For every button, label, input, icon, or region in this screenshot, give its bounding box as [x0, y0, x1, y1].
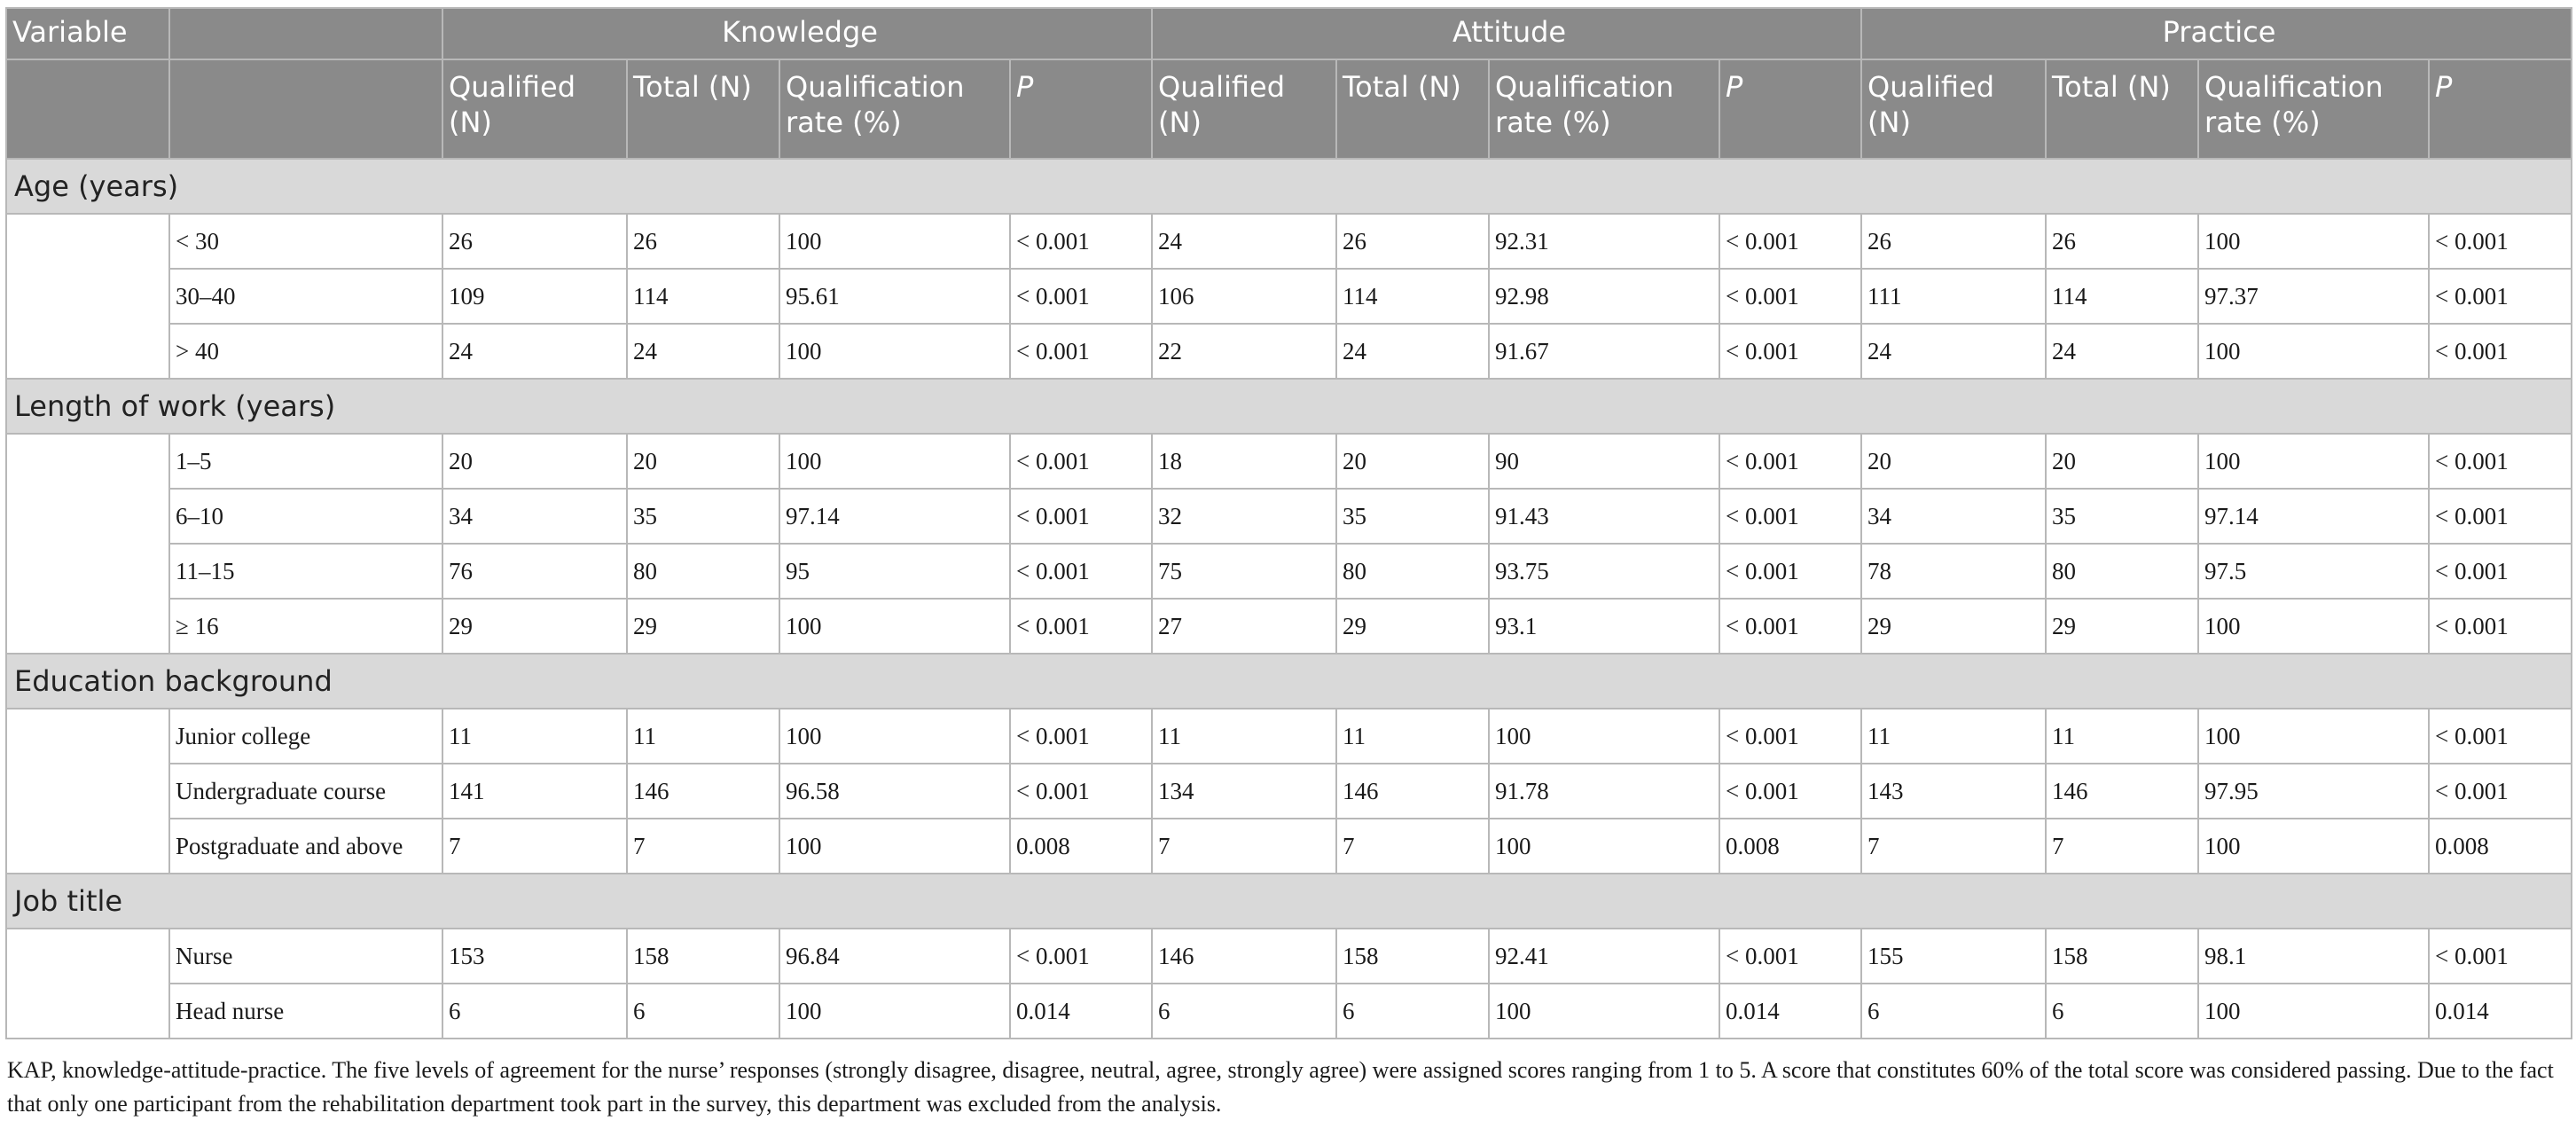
table-row [6, 324, 2572, 379]
table-cell: < 0.001 [1010, 434, 1152, 489]
table-cell: 97.5 [2198, 544, 2429, 599]
table-cell: 143 [1861, 764, 2046, 819]
table-cell: 29 [1336, 599, 1489, 654]
table-cell: 100 [2198, 709, 2429, 764]
practice-header: Practice [1861, 8, 2572, 59]
table-cell: 7 [1861, 819, 2046, 874]
table-cell: 24 [442, 324, 627, 379]
table-cell: 158 [627, 929, 779, 984]
table-cell: 97.37 [2198, 269, 2429, 324]
row-label: Junior college [169, 709, 442, 764]
table-cell: 153 [442, 929, 627, 984]
table-cell: < 0.001 [1719, 214, 1861, 269]
table-cell: 80 [2046, 544, 2198, 599]
attitude-qualified-header: Qualified (N) [1152, 59, 1336, 159]
table-cell: 100 [779, 214, 1010, 269]
table-cell: 78 [1861, 544, 2046, 599]
table-cell: 24 [2046, 324, 2198, 379]
table-cell: 100 [779, 709, 1010, 764]
row-label: Postgraduate and above [169, 819, 442, 874]
table-cell: < 0.001 [1010, 929, 1152, 984]
table-cell: < 0.001 [2429, 269, 2572, 324]
blank-header [169, 8, 442, 59]
table-cell: 11 [627, 709, 779, 764]
table-row [6, 434, 2572, 489]
table-cell: 96.84 [779, 929, 1010, 984]
row-label: 6–10 [169, 489, 442, 544]
table-cell: 7 [442, 819, 627, 874]
table-cell: 114 [2046, 269, 2198, 324]
table-cell: 6 [1336, 984, 1489, 1039]
knowledge-total-header: Total (N) [627, 59, 779, 159]
table-cell: < 0.001 [1719, 324, 1861, 379]
table-cell: 114 [1336, 269, 1489, 324]
table-cell: 92.31 [1489, 214, 1719, 269]
blank-cell [6, 544, 169, 599]
row-label: 1–5 [169, 434, 442, 489]
table-cell: 29 [442, 599, 627, 654]
table-cell: < 0.001 [2429, 764, 2572, 819]
table-cell: < 0.001 [1719, 544, 1861, 599]
table-cell: < 0.001 [1010, 709, 1152, 764]
table-cell: 7 [1152, 819, 1336, 874]
table-cell: < 0.001 [1010, 324, 1152, 379]
blank-cell [6, 984, 169, 1039]
table-row [6, 984, 2572, 1039]
table-header [6, 8, 2572, 159]
practice-p-header: P [2429, 59, 2572, 159]
blank-cell [6, 324, 169, 379]
table-cell: 32 [1152, 489, 1336, 544]
table-row [6, 709, 2572, 764]
row-label: Head nurse [169, 984, 442, 1039]
attitude-p-header: P [1719, 59, 1861, 159]
table-cell: 146 [1336, 764, 1489, 819]
table-figure [5, 7, 2571, 1121]
table-cell: 35 [627, 489, 779, 544]
table-cell: 26 [1336, 214, 1489, 269]
table-cell: 0.014 [1010, 984, 1152, 1039]
row-label: Undergraduate course [169, 764, 442, 819]
table-cell: 134 [1152, 764, 1336, 819]
table-cell: 6 [442, 984, 627, 1039]
table-cell: < 0.001 [1719, 929, 1861, 984]
section-row [6, 379, 2572, 434]
section-title: Education background [6, 654, 2572, 709]
row-label: 30–40 [169, 269, 442, 324]
table-cell: 35 [1336, 489, 1489, 544]
blank-header [169, 59, 442, 159]
table-cell: 22 [1152, 324, 1336, 379]
table-cell: 80 [627, 544, 779, 599]
row-label: < 30 [169, 214, 442, 269]
table-cell: 93.75 [1489, 544, 1719, 599]
table-cell: < 0.001 [2429, 599, 2572, 654]
row-label: 11–15 [169, 544, 442, 599]
practice-total-header: Total (N) [2046, 59, 2198, 159]
blank-cell [6, 434, 169, 489]
table-cell: 100 [2198, 324, 2429, 379]
table-body [6, 159, 2572, 1039]
table-cell: 0.008 [1010, 819, 1152, 874]
table-cell: 93.1 [1489, 599, 1719, 654]
table-cell: 90 [1489, 434, 1719, 489]
practice-rate-header: Qualification rate (%) [2198, 59, 2429, 159]
table-cell: 11 [442, 709, 627, 764]
table-cell: < 0.001 [1010, 269, 1152, 324]
table-cell: < 0.001 [1719, 269, 1861, 324]
table-cell: 98.1 [2198, 929, 2429, 984]
practice-qualified-header: Qualified (N) [1861, 59, 2046, 159]
row-label: > 40 [169, 324, 442, 379]
attitude-total-header: Total (N) [1336, 59, 1489, 159]
table-cell: 75 [1152, 544, 1336, 599]
table-cell: < 0.001 [1719, 599, 1861, 654]
table-cell: 114 [627, 269, 779, 324]
table-cell: 26 [627, 214, 779, 269]
table-cell: 100 [2198, 984, 2429, 1039]
table-cell: < 0.001 [1010, 214, 1152, 269]
knowledge-header: Knowledge [442, 8, 1152, 59]
table-cell: 35 [2046, 489, 2198, 544]
table-row [6, 269, 2572, 324]
table-cell: 0.008 [2429, 819, 2572, 874]
knowledge-qualified-header: Qualified (N) [442, 59, 627, 159]
variable-header: Variable [6, 8, 169, 59]
table-cell: 100 [2198, 214, 2429, 269]
table-cell: 34 [1861, 489, 2046, 544]
table-cell: 26 [442, 214, 627, 269]
table-cell: 11 [1861, 709, 2046, 764]
table-row [6, 929, 2572, 984]
table-cell: 11 [2046, 709, 2198, 764]
table-cell: 7 [2046, 819, 2198, 874]
table-cell: 100 [1489, 984, 1719, 1039]
section-row [6, 654, 2572, 709]
table-footnote: KAP, knowledge-attitude-practice. The five levels of agreement for the nurse’ responses (strongly disagree, disagree, neutral, agree, strongly agree) were assigned scores ranging from 1 to 5. A score that constitutes 60% of the total score was considered passing. Due to the fact that only one participant from the rehabilitation department took part in the survey, this department was excluded from the analysis. [7, 1057, 2554, 1117]
table-cell: 20 [1861, 434, 2046, 489]
table-cell: 0.014 [2429, 984, 2572, 1039]
table-cell: 0.014 [1719, 984, 1861, 1039]
table-cell: 100 [779, 434, 1010, 489]
table-cell: 96.58 [779, 764, 1010, 819]
table-cell: 80 [1336, 544, 1489, 599]
table-cell: 97.14 [779, 489, 1010, 544]
table-cell: 100 [2198, 599, 2429, 654]
table-cell: 6 [1152, 984, 1336, 1039]
table-cell: < 0.001 [1719, 709, 1861, 764]
row-label: Nurse [169, 929, 442, 984]
table-cell: 0.008 [1719, 819, 1861, 874]
table-cell: 95 [779, 544, 1010, 599]
section-title: Age (years) [6, 159, 2572, 214]
table-cell: 111 [1861, 269, 2046, 324]
table-cell: 76 [442, 544, 627, 599]
table-cell: 91.43 [1489, 489, 1719, 544]
header-row-groups [6, 8, 2572, 59]
table-cell: < 0.001 [1010, 764, 1152, 819]
table-cell: 24 [1861, 324, 2046, 379]
row-label: ≥ 16 [169, 599, 442, 654]
table-row [6, 819, 2572, 874]
table-cell: 18 [1152, 434, 1336, 489]
blank-cell [6, 929, 169, 984]
table-cell: 27 [1152, 599, 1336, 654]
table-cell: 141 [442, 764, 627, 819]
table-cell: 20 [1336, 434, 1489, 489]
table-cell: 100 [2198, 819, 2429, 874]
table-cell: 97.95 [2198, 764, 2429, 819]
table-row [6, 489, 2572, 544]
table-cell: 92.41 [1489, 929, 1719, 984]
table-cell: 26 [2046, 214, 2198, 269]
table-cell: < 0.001 [2429, 709, 2572, 764]
blank-cell [6, 764, 169, 819]
table-cell: < 0.001 [2429, 544, 2572, 599]
table-cell: 91.78 [1489, 764, 1719, 819]
table-cell: 6 [2046, 984, 2198, 1039]
knowledge-rate-header: Qualification rate (%) [779, 59, 1010, 159]
table-cell: 146 [627, 764, 779, 819]
table-cell: < 0.001 [2429, 214, 2572, 269]
table-cell: 100 [779, 819, 1010, 874]
table-cell: 11 [1336, 709, 1489, 764]
table-cell: 7 [627, 819, 779, 874]
table-cell: 34 [442, 489, 627, 544]
table-cell: 100 [779, 599, 1010, 654]
table-row [6, 599, 2572, 654]
table-cell: < 0.001 [2429, 489, 2572, 544]
table-cell: 29 [627, 599, 779, 654]
table-cell: 106 [1152, 269, 1336, 324]
table-cell: 158 [1336, 929, 1489, 984]
table-cell: < 0.001 [1719, 764, 1861, 819]
table-row [6, 764, 2572, 819]
table-cell: 6 [1861, 984, 2046, 1039]
knowledge-p-header: P [1010, 59, 1152, 159]
blank-cell [6, 214, 169, 269]
table-cell: 24 [627, 324, 779, 379]
blank-cell [6, 489, 169, 544]
section-title: Length of work (years) [6, 379, 2572, 434]
table-cell: 100 [779, 324, 1010, 379]
table-cell: 100 [779, 984, 1010, 1039]
blank-cell [6, 269, 169, 324]
table-cell: < 0.001 [2429, 324, 2572, 379]
table-cell: 92.98 [1489, 269, 1719, 324]
table-cell: < 0.001 [2429, 434, 2572, 489]
table-cell: 100 [1489, 819, 1719, 874]
table-cell: 24 [1336, 324, 1489, 379]
table-cell: 26 [1861, 214, 2046, 269]
table-row [6, 214, 2572, 269]
section-row [6, 159, 2572, 214]
attitude-header: Attitude [1152, 8, 1861, 59]
table-cell: 91.67 [1489, 324, 1719, 379]
table-cell: 20 [2046, 434, 2198, 489]
table-cell: 146 [2046, 764, 2198, 819]
table-cell: < 0.001 [2429, 929, 2572, 984]
table-cell: 158 [2046, 929, 2198, 984]
table-cell: 24 [1152, 214, 1336, 269]
table-cell: < 0.001 [1010, 489, 1152, 544]
kap-table [5, 7, 2572, 1039]
header-row-columns [6, 59, 2572, 159]
table-cell: 95.61 [779, 269, 1010, 324]
table-cell: < 0.001 [1719, 489, 1861, 544]
table-cell: 20 [442, 434, 627, 489]
table-cell: 29 [2046, 599, 2198, 654]
table-cell: 100 [1489, 709, 1719, 764]
attitude-rate-header: Qualification rate (%) [1489, 59, 1719, 159]
table-cell: < 0.001 [1010, 599, 1152, 654]
blank-cell [6, 709, 169, 764]
blank-cell [6, 819, 169, 874]
table-cell: 146 [1152, 929, 1336, 984]
table-cell: 7 [1336, 819, 1489, 874]
table-cell: 109 [442, 269, 627, 324]
blank-cell [6, 599, 169, 654]
table-cell: < 0.001 [1719, 434, 1861, 489]
table-cell: 97.14 [2198, 489, 2429, 544]
table-cell: 100 [2198, 434, 2429, 489]
table-cell: 155 [1861, 929, 2046, 984]
table-cell: < 0.001 [1010, 544, 1152, 599]
table-cell: 29 [1861, 599, 2046, 654]
table-row [6, 544, 2572, 599]
table-cell: 11 [1152, 709, 1336, 764]
table-cell: 20 [627, 434, 779, 489]
blank-header [6, 59, 169, 159]
table-cell: 6 [627, 984, 779, 1039]
section-title: Job title [6, 874, 2572, 929]
section-row [6, 874, 2572, 929]
